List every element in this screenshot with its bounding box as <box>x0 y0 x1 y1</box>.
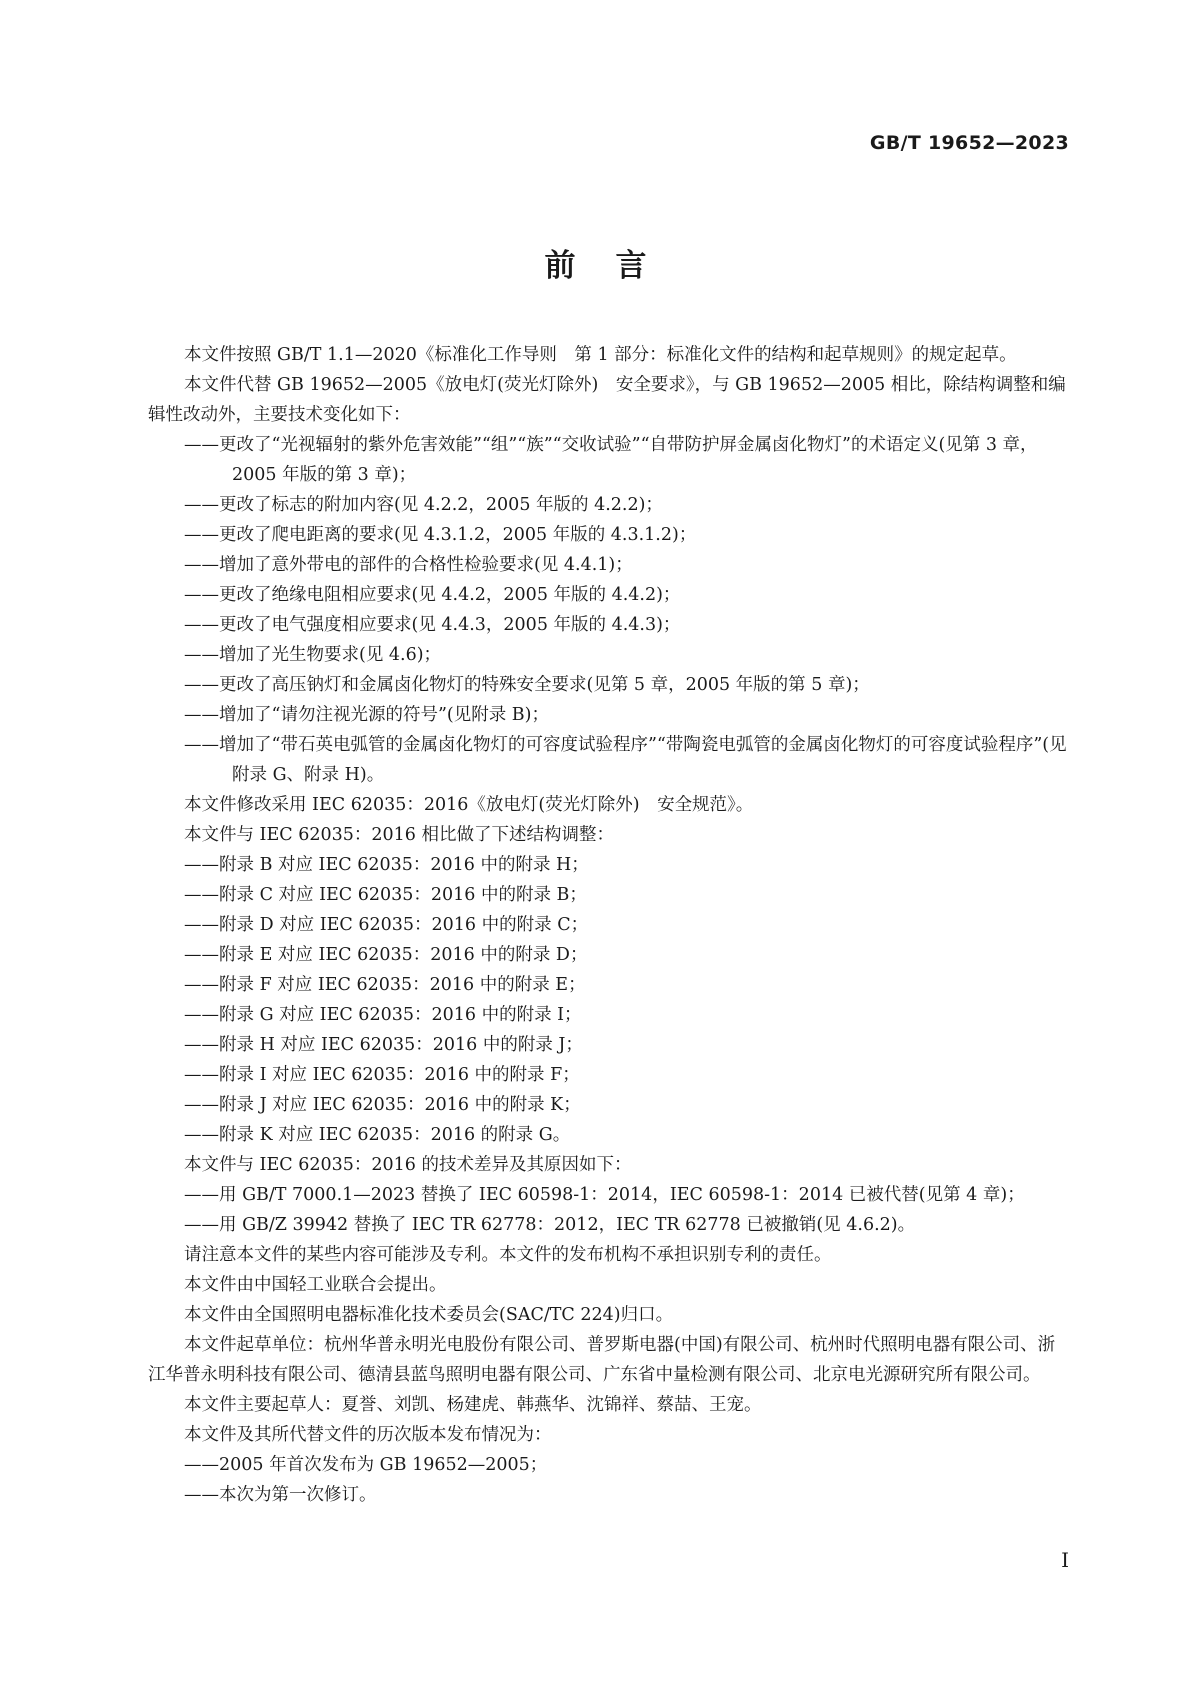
list-item: ——增加了“请勿注视光源的符号”(见附录 B)； <box>184 705 549 725</box>
list-item: ——附录 K 对应 IEC 62035：2016 的附录 G。 <box>184 1125 571 1145</box>
paragraph: 请注意本文件的某些内容可能涉及专利。本文件的发布机构不承担识别专利的责任。 <box>184 1245 832 1265</box>
paragraph: 本文件主要起草人：夏誉、刘凯、杨建虎、韩燕华、沈锦祥、蔡喆、王宠。 <box>184 1395 762 1415</box>
document-code: GB/T 19652—2023 <box>869 132 1069 154</box>
list-item: ——更改了绝缘电阻相应要求(见 4.4.2，2005 年版的 4.4.2)； <box>184 585 681 605</box>
list-item: ——更改了电气强度相应要求(见 4.4.3，2005 年版的 4.4.3)； <box>184 615 681 635</box>
list-item: ——用 GB/T 7000.1—2023 替换了 IEC 60598-1：2014，IEC 60598-1：2014 已被代替(见第 4 章)； <box>184 1185 1025 1205</box>
page-title: 前言 <box>544 248 687 284</box>
list-item: ——附录 H 对应 IEC 62035：2016 中的附录 J； <box>184 1035 583 1055</box>
list-item: ——本次为第一次修订。 <box>184 1485 377 1505</box>
list-item: ——更改了高压钠灯和金属卤化物灯的特殊安全要求(见第 5 章，2005 年版的第 5 章)； <box>184 675 870 695</box>
list-item: ——附录 G 对应 IEC 62035：2016 中的附录 I； <box>184 1005 582 1025</box>
list-item: ——增加了光生物要求(见 4.6)； <box>184 645 442 665</box>
paragraph: 本文件与 IEC 62035：2016 的技术差异及其原因如下： <box>184 1155 632 1175</box>
page-number: I <box>1061 1548 1069 1572</box>
paragraph: 本文件由全国照明电器标准化技术委员会(SAC/TC 224)归口。 <box>184 1305 674 1325</box>
paragraph: 本文件按照 GB/T 1.1—2020《标准化工作导则 第 1 部分：标准化文件的结构和起草规则》的规定起草。 <box>184 345 1017 365</box>
list-item: ——更改了标志的附加内容(见 4.2.2，2005 年版的 4.2.2)； <box>184 495 663 515</box>
list-item: ——增加了意外带电的部件的合格性检验要求(见 4.4.1)； <box>184 555 633 575</box>
list-item: ——附录 F 对应 IEC 62035：2016 中的附录 E； <box>184 975 586 995</box>
list-item: ——更改了爬电距离的要求(见 4.3.1.2，2005 年版的 4.3.1.2)； <box>184 525 697 545</box>
paragraph: 本文件起草单位：杭州华普永明光电股份有限公司、普罗斯电器(中国)有限公司、杭州时代照明电器有限公司、浙江华普永明科技有限公司、德清县蓝鸟照明电器有限公司、广东省中量检测有限公司、北京电光源研究所有限公司。 <box>148 1335 1056 1385</box>
list-item: ——附录 I 对应 IEC 62035：2016 中的附录 F； <box>184 1065 580 1085</box>
list-item: ——2005 年首次发布为 GB 19652—2005； <box>184 1455 548 1475</box>
list-item: ——附录 E 对应 IEC 62035：2016 中的附录 D； <box>184 945 588 965</box>
list-item: ——附录 D 对应 IEC 62035：2016 中的附录 C； <box>184 915 589 935</box>
paragraph: 本文件由中国轻工业联合会提出。 <box>184 1275 447 1295</box>
paragraph: 本文件代替 GB 19652—2005《放电灯(荧光灯除外) 安全要求》，与 GB 19652—2005 相比，除结构调整和编辑性改动外，主要技术变化如下： <box>148 375 1066 425</box>
paragraph: 本文件修改采用 IEC 62035：2016《放电灯(荧光灯除外) 安全规范》。 <box>184 795 754 815</box>
list-item: ——增加了“带石英电弧管的金属卤化物灯的可容度试验程序”“带陶瓷电弧管的金属卤化物灯的可容度试验程序”(见附录 G、附录 H)。 <box>184 735 1067 785</box>
list-item: ——附录 J 对应 IEC 62035：2016 中的附录 K； <box>184 1095 581 1115</box>
list-item: ——用 GB/Z 39942 替换了 IEC TR 62778：2012，IEC TR 62778 已被撤销(见 4.6.2)。 <box>184 1215 916 1235</box>
list-item: ——附录 B 对应 IEC 62035：2016 中的附录 H； <box>184 855 589 875</box>
paragraph: 本文件与 IEC 62035：2016 相比做了下述结构调整： <box>184 825 614 845</box>
list-item: ——更改了“光视辐射的紫外危害效能”“组”“族”“交收试验”“自带防护屏金属卤化物灯”的术语定义(见第 3 章，2005 年版的第 3 章)； <box>184 435 1038 485</box>
foreword-body <box>148 340 1068 1510</box>
list-item: ——附录 C 对应 IEC 62035：2016 中的附录 B； <box>184 885 587 905</box>
paragraph: 本文件及其所代替文件的历次版本发布情况为： <box>184 1425 552 1445</box>
